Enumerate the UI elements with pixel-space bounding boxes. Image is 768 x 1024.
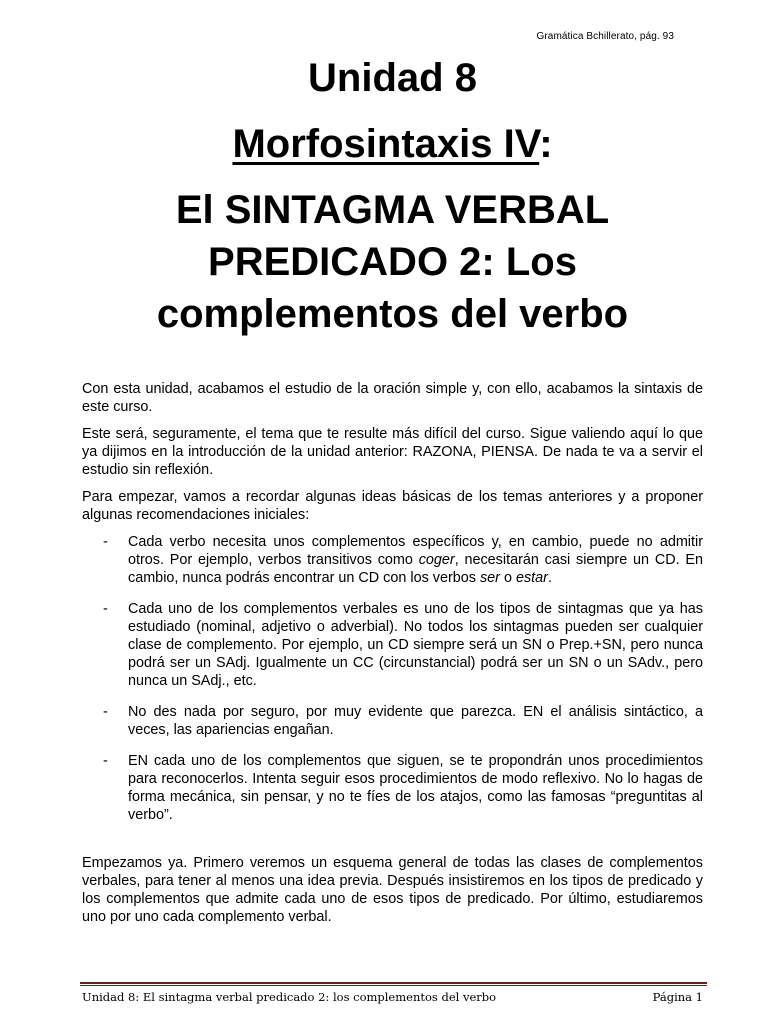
list-dash: - (103, 753, 108, 769)
title-block (82, 52, 703, 340)
list-dash: - (103, 534, 108, 550)
example-verb-coger: coger (418, 552, 455, 568)
list-dash: - (103, 704, 108, 720)
main-title: El SINTAGMA VERBAL PREDICADO 2: Los complementos del verbo (156, 188, 629, 336)
list-item (82, 703, 703, 739)
list-item-text: o (499, 570, 516, 586)
list-item-text: No des nada por seguro, por muy evidente que parezca. EN el análisis sintáctico, a veces, las apariencias engañan. (128, 704, 703, 738)
morfosintaxis-title-colon: : (539, 122, 553, 166)
running-header: Gramática Bchillerato, pág. 93 (536, 31, 674, 42)
list-item (82, 752, 703, 824)
list-item-text: Cada uno de los complementos verbales es uno de los tipos de sintagmas que ya has estudiado (nominal, adjetivo o adverbial). No todos los sintagmas pueden ser cualquier clase de complemento. Por ejemplo, un CD siempre será un SN o Prep.+SN, pero nunca podrá ser un SAdj. Igualmente un CC (circunstancial) podrá ser un SN o un SAdv., pero nunca un SAdj., etc. (128, 601, 703, 689)
list-item (82, 600, 703, 690)
list-item-text: . (547, 570, 552, 586)
example-verb-estar: estar (515, 570, 548, 586)
document-body (82, 380, 703, 935)
list-item-text: , necesitarán casi siempre un CD. En cambio, nunca podrás encontrar un CD con los verbos (128, 552, 703, 586)
morfosintaxis-title (82, 118, 703, 170)
page-footer (82, 990, 703, 1004)
list-item (82, 533, 703, 587)
closing-paragraph: Empezamos ya. Primero veremos un esquema general de todas las clases de complementos verbales, para tener al menos una idea previa. Después insistiremos en los tipos de predicado y los complementos que admite cada uno de esos tipos de predicado. Por último, estudiaremos uno por uno cada complemento verbal. (82, 855, 703, 925)
list-dash: - (103, 601, 108, 617)
footer-divider-thin (80, 985, 707, 986)
intro-paragraph-2: Este será, seguramente, el tema que te resulte más difícil del curso. Sigue valiendo aquí lo que ya dijimos en la introducción de la unidad anterior: RAZONA, PIENSA. De nada te va a servir el estudio sin reflexión. (82, 426, 703, 478)
recommendations-list (82, 533, 703, 824)
list-item-text: Cada verbo necesita unos complementos específicos y, en cambio, puede no admitir otros. Por ejemplo, verbos transitivos como (128, 534, 703, 568)
footer-divider (80, 982, 707, 986)
footer-page-number: Página 1 (652, 990, 703, 1004)
intro-paragraph-3: Para empezar, vamos a recordar algunas ideas básicas de los temas anteriores y a proponer algunas recomendaciones iniciales: (82, 489, 703, 523)
list-item-text: EN cada uno de los complementos que siguen, se te propondrán unos procedimientos para reconocerlos. Intenta seguir esos procedimientos de modo reflexivo. No lo hagas de forma mecánica, sin pensar, y no te fíes de los atajos, como las famosas “preguntitas al verbo”. (128, 753, 703, 823)
unit-title: Unidad 8 (308, 56, 477, 100)
example-verb-ser: ser (479, 570, 500, 586)
intro-paragraph-1: Con esta unidad, acabamos el estudio de la oración simple y, con ello, acabamos la sintaxis de este curso. (82, 381, 703, 415)
footer-chapter-title: Unidad 8: El sintagma verbal predicado 2: los complementos del verbo (82, 990, 497, 1004)
morfosintaxis-title-text: Morfosintaxis IV (232, 122, 540, 166)
footer-divider-thick (80, 982, 707, 984)
